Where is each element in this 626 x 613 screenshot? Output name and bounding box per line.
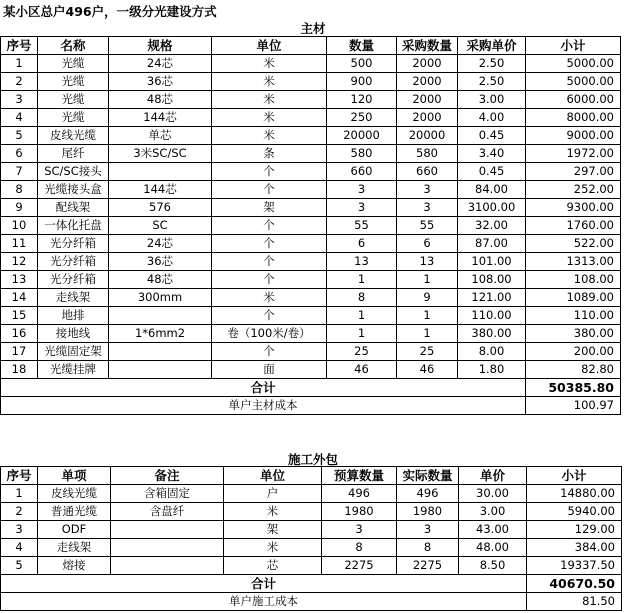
table-cell: 15 — [1, 307, 38, 325]
table-cell: 6 — [397, 235, 458, 253]
table-cell: 4 — [1, 109, 38, 127]
table-cell: 光分纤箱 — [38, 235, 109, 253]
table-cell: 3 — [327, 199, 397, 217]
table-cell: 252.00 — [526, 181, 621, 199]
table-cell: 20000 — [327, 127, 397, 145]
table-cell: 米 — [212, 55, 327, 73]
total-value: 40670.50 — [527, 575, 622, 593]
table-row — [1, 539, 622, 557]
table-cell: 48芯 — [109, 271, 212, 289]
table-cell: 光分纤箱 — [38, 271, 109, 289]
table-cell: 皮线光缆 — [38, 127, 109, 145]
table-cell: 个 — [212, 343, 327, 361]
table-cell: 1 — [397, 307, 458, 325]
table-cell: 25 — [397, 343, 458, 361]
table-cell: 2275 — [322, 557, 397, 575]
table-cell: 13 — [397, 253, 458, 271]
table-row — [1, 55, 621, 73]
table-cell: 1760.00 — [526, 217, 621, 235]
table-cell: 576 — [109, 199, 212, 217]
table-row — [1, 109, 621, 127]
table-cell: 普通光缆 — [38, 503, 111, 521]
table-row — [1, 253, 621, 271]
table-cell: 1 — [397, 271, 458, 289]
table-cell: 496 — [322, 485, 397, 503]
table-cell: 5000.00 — [526, 73, 621, 91]
table-cell: 1980 — [322, 503, 397, 521]
table-cell: 18 — [1, 361, 38, 379]
table-cell: 个 — [212, 217, 327, 235]
table-cell: 16 — [1, 325, 38, 343]
table-cell — [111, 557, 224, 575]
table-cell: 3 — [397, 199, 458, 217]
table-cell: 250 — [327, 109, 397, 127]
table-cell: 120 — [327, 91, 397, 109]
table-cell: 2000 — [397, 73, 458, 91]
table-cell: 7 — [1, 163, 38, 181]
section-title-materials: 主材 — [300, 21, 326, 36]
table-cell — [109, 163, 212, 181]
table-cell: 121.00 — [458, 289, 526, 307]
table-cell: 个 — [212, 163, 327, 181]
table-cell: 个 — [212, 253, 327, 271]
table-cell: 46 — [397, 361, 458, 379]
table-cell: 108.00 — [526, 271, 621, 289]
section-title-construction: 施工外包 — [287, 452, 338, 467]
table-row — [1, 181, 621, 199]
column-header: 单位 — [224, 467, 322, 485]
table-cell: 1*6mm2 — [109, 325, 212, 343]
table-cell: 580 — [327, 145, 397, 163]
table-cell: 48.00 — [459, 539, 527, 557]
table-cell: 2275 — [397, 557, 459, 575]
table-cell: 8 — [1, 181, 38, 199]
table-cell: 36芯 — [109, 73, 212, 91]
table-row — [1, 325, 621, 343]
total-label: 合计 — [1, 379, 526, 397]
column-header: 单位 — [212, 37, 327, 55]
table-row — [1, 73, 621, 91]
table-cell: 1980 — [397, 503, 459, 521]
table-cell: ODF — [38, 521, 111, 539]
table-cell: 光缆挂牌 — [38, 361, 109, 379]
table-cell: 米 — [212, 109, 327, 127]
table-cell: 3 — [327, 181, 397, 199]
table-cell: 48芯 — [109, 91, 212, 109]
column-header: 单项 — [38, 467, 111, 485]
table-row — [1, 235, 621, 253]
column-header: 序号 — [1, 467, 38, 485]
header-row — [1, 467, 622, 485]
table-cell: 光缆 — [38, 55, 109, 73]
table-cell: 30.00 — [459, 485, 527, 503]
header-row — [1, 37, 621, 55]
table-cell: 架 — [224, 521, 322, 539]
unit-cost-label: 单户施工成本 — [1, 593, 527, 611]
column-header: 备注 — [111, 467, 224, 485]
table-cell: 14880.00 — [527, 485, 622, 503]
table-cell: 卷（100米/卷） — [212, 325, 327, 343]
table-cell: 108.00 — [458, 271, 526, 289]
table-cell — [111, 521, 224, 539]
table-cell: 129.00 — [527, 521, 622, 539]
table-row — [1, 521, 622, 539]
table-cell: 84.00 — [458, 181, 526, 199]
table-cell: 8.00 — [458, 343, 526, 361]
table-cell: 2000 — [397, 55, 458, 73]
table-cell: 3.00 — [458, 91, 526, 109]
table-row — [1, 361, 621, 379]
table-cell: 4.00 — [458, 109, 526, 127]
unit-cost-value: 81.50 — [527, 593, 622, 611]
table-cell: 架 — [212, 199, 327, 217]
table-cell: 光缆固定架 — [38, 343, 109, 361]
table-cell: 13 — [1, 271, 38, 289]
table-cell: 1313.00 — [526, 253, 621, 271]
table-cell: 米 — [212, 73, 327, 91]
table-cell: 4 — [1, 539, 38, 557]
table-cell: 单芯 — [109, 127, 212, 145]
column-header: 数量 — [327, 37, 397, 55]
table-cell: 2 — [1, 503, 38, 521]
table-cell: 380.00 — [526, 325, 621, 343]
table-cell: 660 — [397, 163, 458, 181]
table-cell: 户 — [224, 485, 322, 503]
table-row — [1, 503, 622, 521]
table-row — [1, 163, 621, 181]
table-cell: 米 — [212, 127, 327, 145]
table-cell: 87.00 — [458, 235, 526, 253]
table-cell: 0.45 — [458, 163, 526, 181]
table-cell — [109, 361, 212, 379]
table-cell: 0.45 — [458, 127, 526, 145]
table-cell: 含箱固定 — [111, 485, 224, 503]
table-cell — [109, 307, 212, 325]
table-cell: 5 — [1, 127, 38, 145]
table-cell: 2.50 — [458, 73, 526, 91]
table-cell: 12 — [1, 253, 38, 271]
table-cell: 3 — [1, 521, 38, 539]
table-cell: 144芯 — [109, 181, 212, 199]
table-row — [1, 343, 621, 361]
table-cell: 1972.00 — [526, 145, 621, 163]
table-cell: 尾纤 — [38, 145, 109, 163]
table-cell: 1 — [397, 325, 458, 343]
table-cell: 43.00 — [459, 521, 527, 539]
total-label: 合计 — [1, 575, 527, 593]
table-cell: 配线架 — [38, 199, 109, 217]
table-cell: 一体化托盘 — [38, 217, 109, 235]
table-cell: 皮线光缆 — [38, 485, 111, 503]
table-cell: 110.00 — [458, 307, 526, 325]
table-row — [1, 199, 621, 217]
table-cell: 10 — [1, 217, 38, 235]
total-value: 50385.80 — [526, 379, 621, 397]
table-cell — [111, 539, 224, 557]
table-cell: 11 — [1, 235, 38, 253]
table-cell: 个 — [212, 235, 327, 253]
table-cell: 9000.00 — [526, 127, 621, 145]
table-cell: 24芯 — [109, 55, 212, 73]
column-header: 小计 — [526, 37, 621, 55]
table-cell: SC — [109, 217, 212, 235]
table-cell: 1 — [1, 485, 38, 503]
table-cell: 110.00 — [526, 307, 621, 325]
table-cell: 8 — [327, 289, 397, 307]
table-cell: 3 — [397, 181, 458, 199]
column-header: 采购单价 — [458, 37, 526, 55]
table-cell: 8 — [397, 539, 459, 557]
table-cell: 米 — [224, 539, 322, 557]
table-row — [1, 271, 621, 289]
table-cell: 5 — [1, 557, 38, 575]
table-cell: 1.80 — [458, 361, 526, 379]
table-cell: 101.00 — [458, 253, 526, 271]
table-cell: 5000.00 — [526, 55, 621, 73]
table-cell: 17 — [1, 343, 38, 361]
column-header: 采购数量 — [397, 37, 458, 55]
table-cell: 走线架 — [38, 289, 109, 307]
table-cell: 55 — [397, 217, 458, 235]
table-cell: 米 — [212, 289, 327, 307]
table-cell: 含盘纤 — [111, 503, 224, 521]
unit-cost-row — [1, 593, 622, 611]
column-header: 小计 — [527, 467, 622, 485]
table-cell: 384.00 — [527, 539, 622, 557]
table-cell: 500 — [327, 55, 397, 73]
table-cell: 55 — [327, 217, 397, 235]
column-header: 预算数量 — [322, 467, 397, 485]
unit-cost-value: 100.97 — [526, 397, 621, 415]
table-cell: 297.00 — [526, 163, 621, 181]
construction-table — [0, 466, 622, 611]
table-row — [1, 217, 621, 235]
table-cell: 24芯 — [109, 235, 212, 253]
table-cell: 3 — [1, 91, 38, 109]
table-cell: 3100.00 — [458, 199, 526, 217]
table-cell: 9 — [397, 289, 458, 307]
table-row — [1, 307, 621, 325]
table-cell: 6000.00 — [526, 91, 621, 109]
table-cell: 条 — [212, 145, 327, 163]
table-cell: 地排 — [38, 307, 109, 325]
table-cell: 25 — [327, 343, 397, 361]
table-cell: 1 — [327, 307, 397, 325]
table-row — [1, 557, 622, 575]
table-cell: 走线架 — [38, 539, 111, 557]
table-cell: 3 — [397, 521, 459, 539]
total-row — [1, 379, 621, 397]
column-header: 名称 — [38, 37, 109, 55]
table-row — [1, 145, 621, 163]
table-cell: 熔接 — [38, 557, 111, 575]
table-cell: 9 — [1, 199, 38, 217]
table-cell: 9300.00 — [526, 199, 621, 217]
table-cell: 接地线 — [38, 325, 109, 343]
table-cell: 光缆接头盒 — [38, 181, 109, 199]
sheet-title: 某小区总户496户，一级分光建设方式 — [3, 4, 217, 19]
table-cell: 个 — [212, 307, 327, 325]
table-cell: 8 — [322, 539, 397, 557]
table-cell: 米 — [224, 503, 322, 521]
table-cell: 36芯 — [109, 253, 212, 271]
column-header: 单价 — [459, 467, 527, 485]
table-cell: 8.50 — [459, 557, 527, 575]
table-cell: 5940.00 — [527, 503, 622, 521]
table-cell: 6 — [1, 145, 38, 163]
table-cell: 200.00 — [526, 343, 621, 361]
materials-table — [0, 36, 621, 415]
table-cell — [109, 343, 212, 361]
table-row — [1, 127, 621, 145]
column-header: 序号 — [1, 37, 38, 55]
table-cell: 660 — [327, 163, 397, 181]
table-cell: 个 — [212, 271, 327, 289]
table-cell: 19337.50 — [527, 557, 622, 575]
table-row — [1, 485, 622, 503]
table-cell: 2.50 — [458, 55, 526, 73]
table-row — [1, 289, 621, 307]
table-cell: 1 — [1, 55, 38, 73]
unit-cost-row — [1, 397, 621, 415]
table-cell: 光缆 — [38, 109, 109, 127]
column-header: 规格 — [109, 37, 212, 55]
table-cell: 1 — [327, 271, 397, 289]
table-cell: 1 — [327, 325, 397, 343]
table-cell: SC/SC接头 — [38, 163, 109, 181]
table-cell: 380.00 — [458, 325, 526, 343]
table-cell: 光缆 — [38, 91, 109, 109]
table-cell: 2000 — [397, 109, 458, 127]
table-cell: 面 — [212, 361, 327, 379]
table-cell: 14 — [1, 289, 38, 307]
table-cell: 米 — [212, 91, 327, 109]
table-cell: 8000.00 — [526, 109, 621, 127]
table-cell: 580 — [397, 145, 458, 163]
unit-cost-label: 单户主材成本 — [1, 397, 526, 415]
table-cell: 20000 — [397, 127, 458, 145]
table-cell: 3米SC/SC — [109, 145, 212, 163]
table-cell: 900 — [327, 73, 397, 91]
table-cell: 3 — [322, 521, 397, 539]
table-cell: 芯 — [224, 557, 322, 575]
table-cell: 2000 — [397, 91, 458, 109]
table-cell: 46 — [327, 361, 397, 379]
table-cell: 32.00 — [458, 217, 526, 235]
table-cell: 光缆 — [38, 73, 109, 91]
table-row — [1, 91, 621, 109]
table-cell: 144芯 — [109, 109, 212, 127]
table-cell: 1089.00 — [526, 289, 621, 307]
table-cell: 3.00 — [459, 503, 527, 521]
table-cell: 3.40 — [458, 145, 526, 163]
total-row — [1, 575, 622, 593]
table-cell: 522.00 — [526, 235, 621, 253]
table-cell: 300mm — [109, 289, 212, 307]
table-cell: 13 — [327, 253, 397, 271]
table-cell: 个 — [212, 181, 327, 199]
table-cell: 光分纤箱 — [38, 253, 109, 271]
table-cell: 82.80 — [526, 361, 621, 379]
table-cell: 6 — [327, 235, 397, 253]
column-header: 实际数量 — [397, 467, 459, 485]
table-cell: 2 — [1, 73, 38, 91]
table-cell: 496 — [397, 485, 459, 503]
